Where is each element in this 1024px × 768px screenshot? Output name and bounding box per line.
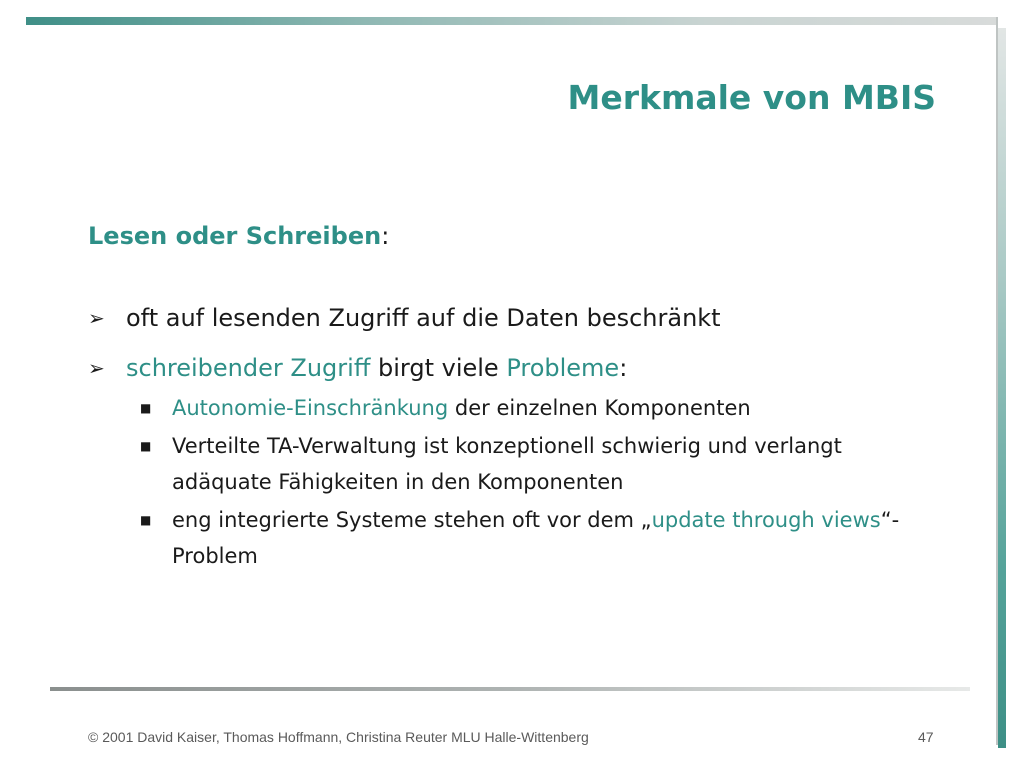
square-bullet-icon: ■ xyxy=(140,401,152,415)
square-bullet-icon: ■ xyxy=(140,513,152,527)
square-bullet-icon: ■ xyxy=(140,439,152,453)
bullet-highlight: Probleme xyxy=(506,354,620,382)
slide-content xyxy=(88,222,908,576)
sub-bullet-highlight: update through views xyxy=(651,508,881,532)
sub-bullet-text: Verteilte TA-Verwaltung ist konzeptionell schwierig und verlangt adäquate Fähigkeiten in den Komponenten xyxy=(172,434,842,494)
bullet-item xyxy=(88,352,908,384)
arrow-bullet-icon: ➢ xyxy=(88,306,105,330)
slide-title: Merkmale von MBIS xyxy=(567,78,936,117)
sub-bullet-item xyxy=(88,390,908,426)
bullet-item xyxy=(88,302,908,334)
section-heading xyxy=(88,222,908,250)
right-decorative-bar xyxy=(998,28,1006,748)
arrow-bullet-icon: ➢ xyxy=(88,356,105,380)
bullet-highlight: schreibender Zugriff xyxy=(126,354,371,382)
sub-bullet-text: eng integrierte Systeme stehen oft vor dem „ xyxy=(172,508,652,532)
sub-bullet-item xyxy=(88,502,908,574)
sub-bullet-list xyxy=(88,390,908,574)
footer-divider xyxy=(50,687,970,691)
sub-bullet-text: “-Problem xyxy=(172,508,900,568)
footer-copyright: © 2001 David Kaiser, Thomas Hoffmann, Christina Reuter MLU Halle-Wittenberg xyxy=(88,729,589,745)
section-heading-text: Lesen oder Schreiben xyxy=(88,222,382,250)
top-decorative-bar xyxy=(26,17,998,25)
sub-bullet-text: der einzelnen Komponenten xyxy=(448,396,751,420)
bullet-text: : xyxy=(619,354,628,382)
bullet-text: birgt viele xyxy=(370,354,507,382)
sub-bullet-highlight: Autonomie-Einschränkung xyxy=(172,396,449,420)
section-heading-colon: : xyxy=(381,222,390,250)
bullet-text: oft auf lesenden Zugriff auf die Daten beschränkt xyxy=(126,304,721,332)
page-number: 47 xyxy=(918,729,934,745)
sub-bullet-item xyxy=(88,428,908,500)
